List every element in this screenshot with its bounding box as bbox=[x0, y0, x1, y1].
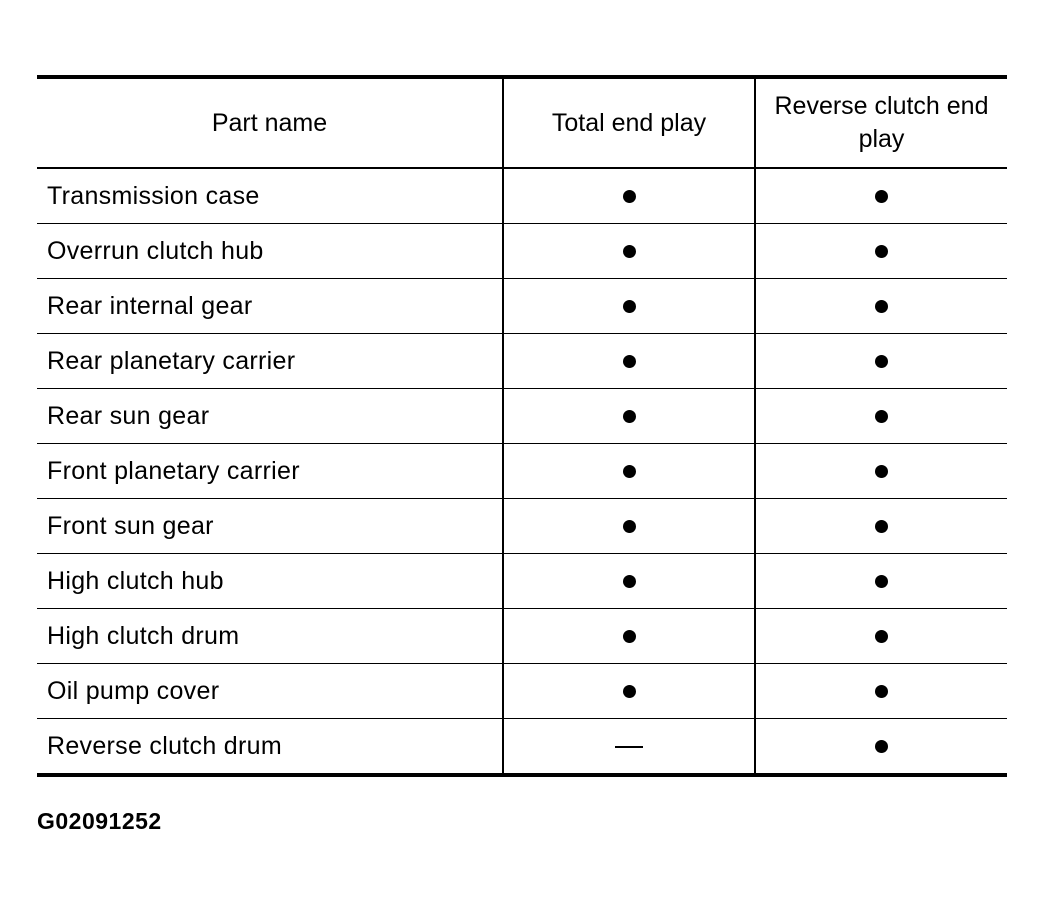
header-total-end-play: Total end play bbox=[503, 77, 755, 168]
part-name-cell: Rear internal gear bbox=[37, 279, 503, 334]
reverse-clutch-end-play-cell bbox=[755, 444, 1007, 499]
filled-dot-mark bbox=[875, 575, 888, 588]
end-play-parts-table bbox=[37, 75, 1007, 777]
total-end-play-cell bbox=[503, 279, 755, 334]
total-end-play-cell bbox=[503, 444, 755, 499]
table-row bbox=[37, 444, 1007, 499]
table-row bbox=[37, 334, 1007, 389]
table-row bbox=[37, 499, 1007, 554]
reverse-clutch-end-play-cell bbox=[755, 224, 1007, 279]
reverse-clutch-end-play-cell bbox=[755, 499, 1007, 554]
table-row bbox=[37, 389, 1007, 444]
reverse-clutch-end-play-cell bbox=[755, 279, 1007, 334]
filled-dot-mark bbox=[875, 740, 888, 753]
total-end-play-cell bbox=[503, 609, 755, 664]
part-name-cell: Rear planetary carrier bbox=[37, 334, 503, 389]
reverse-clutch-end-play-cell bbox=[755, 168, 1007, 224]
filled-dot-mark bbox=[623, 685, 636, 698]
filled-dot-mark bbox=[875, 355, 888, 368]
filled-dot-mark bbox=[623, 190, 636, 203]
reverse-clutch-end-play-cell bbox=[755, 389, 1007, 444]
table-row bbox=[37, 664, 1007, 719]
part-name-cell: Reverse clutch drum bbox=[47, 731, 282, 760]
reverse-clutch-end-play-cell bbox=[755, 719, 1007, 776]
part-name-cell: High clutch drum bbox=[37, 609, 503, 664]
reverse-clutch-end-play-cell bbox=[755, 554, 1007, 609]
filled-dot-mark bbox=[623, 355, 636, 368]
filled-dot-mark bbox=[623, 465, 636, 478]
figure-id: G02091252 bbox=[37, 808, 162, 834]
table-row bbox=[37, 168, 1007, 224]
table-row bbox=[37, 609, 1007, 664]
part-name-cell: Overrun clutch hub bbox=[37, 224, 503, 279]
filled-dot-mark bbox=[623, 575, 636, 588]
filled-dot-mark bbox=[623, 410, 636, 423]
filled-dot-mark bbox=[875, 410, 888, 423]
table-row bbox=[37, 554, 1007, 609]
table-row bbox=[37, 279, 1007, 334]
total-end-play-cell bbox=[503, 664, 755, 719]
part-name-cell: Front planetary carrier bbox=[37, 444, 503, 499]
total-end-play-cell bbox=[503, 389, 755, 444]
header-reverse-clutch-end-play: Reverse clutch end play bbox=[755, 77, 1007, 168]
header-part-name: Part name bbox=[37, 77, 503, 168]
table-row bbox=[37, 719, 1007, 776]
total-end-play-cell bbox=[503, 224, 755, 279]
total-end-play-cell bbox=[503, 554, 755, 609]
table-header-row bbox=[37, 77, 1007, 168]
part-name-cell: Rear sun gear bbox=[37, 389, 503, 444]
filled-dot-mark bbox=[623, 245, 636, 258]
filled-dot-mark bbox=[875, 190, 888, 203]
filled-dot-mark bbox=[875, 630, 888, 643]
reverse-clutch-end-play-cell bbox=[755, 334, 1007, 389]
dash-mark bbox=[615, 746, 643, 748]
filled-dot-mark bbox=[875, 245, 888, 258]
filled-dot-mark bbox=[623, 520, 636, 533]
filled-dot-mark bbox=[875, 300, 888, 313]
reverse-clutch-end-play-cell bbox=[755, 664, 1007, 719]
table-body bbox=[37, 168, 1007, 775]
reverse-clutch-end-play-cell bbox=[755, 609, 1007, 664]
filled-dot-mark bbox=[623, 300, 636, 313]
filled-dot-mark bbox=[875, 685, 888, 698]
total-end-play-cell bbox=[503, 168, 755, 224]
filled-dot-mark bbox=[875, 520, 888, 533]
table-row bbox=[37, 224, 1007, 279]
filled-dot-mark bbox=[875, 465, 888, 478]
part-name-cell: High clutch hub bbox=[37, 554, 503, 609]
part-name-cell: Front sun gear bbox=[37, 499, 503, 554]
part-name-cell: Oil pump cover bbox=[37, 664, 503, 719]
part-name-cell: Transmission case bbox=[37, 168, 503, 224]
filled-dot-mark bbox=[623, 630, 636, 643]
total-end-play-cell bbox=[503, 719, 755, 776]
total-end-play-cell bbox=[503, 499, 755, 554]
total-end-play-cell bbox=[503, 334, 755, 389]
